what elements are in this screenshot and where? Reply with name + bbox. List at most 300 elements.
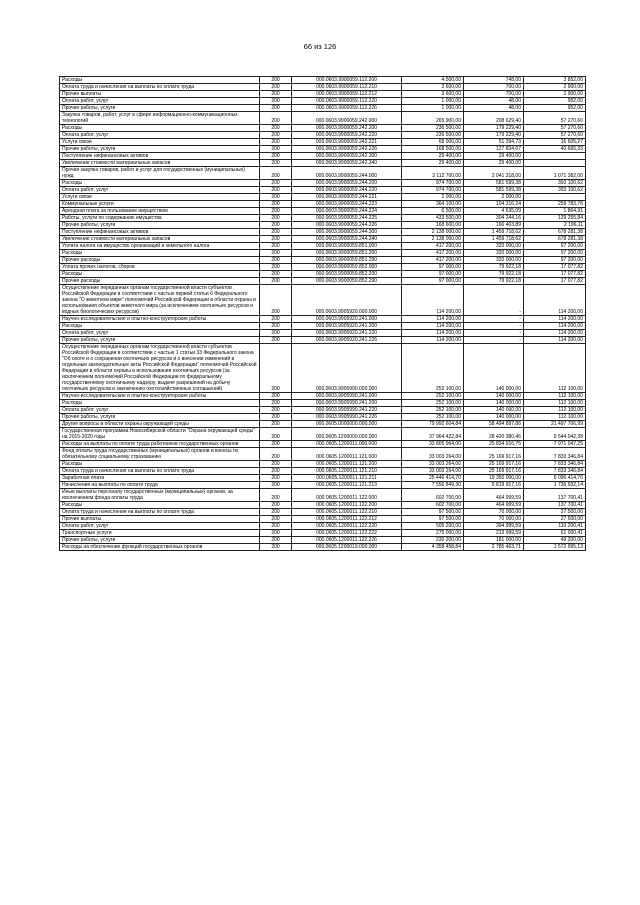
row-budget-code: 000.0603.9900059.851.000 (292, 243, 402, 250)
row-approved: 68 000,00 (402, 139, 464, 146)
row-unexecuted: 17 077,82 (524, 264, 586, 271)
row-executed: 25 169 917,16 (464, 448, 524, 461)
row-approved: 25 446 414,70 (402, 475, 464, 482)
row-name: Прочие работы, услуги (60, 414, 260, 421)
row-approved: 364 100,00 (402, 201, 464, 208)
table-row (60, 448, 586, 461)
table-row (60, 400, 586, 407)
row-executed: 70 000,00 (464, 509, 524, 516)
row-executed: 79 922,18 (464, 271, 524, 278)
row-budget-code: 000.0605.1200019.000.000 (292, 544, 402, 551)
row-line-code: 200 (260, 187, 292, 194)
row-unexecuted: 114 200,00 (524, 285, 586, 316)
row-unexecuted: 1 572 995,13 (524, 544, 586, 551)
table-row (60, 132, 586, 139)
row-line-code: 200 (260, 257, 292, 264)
row-executed: 51 394,73 (464, 139, 524, 146)
row-budget-code: 000.0603.9900059.242.300 (292, 153, 402, 160)
row-approved: 114 200,00 (402, 323, 464, 330)
table-row (60, 468, 586, 475)
row-executed: 58 494 897,86 (464, 421, 524, 428)
row-budget-code: 000.0603.9900059.852.200 (292, 271, 402, 278)
table-row (60, 489, 586, 502)
table-row (60, 441, 586, 448)
table-row (60, 530, 586, 537)
table-row (60, 153, 586, 160)
row-line-code: 200 (260, 400, 292, 407)
row-unexecuted: 16 605,27 (524, 139, 586, 146)
row-budget-code: 000.0605.1200011.122.226 (292, 537, 402, 544)
table-row (60, 502, 586, 509)
row-unexecuted: 112 100,00 (524, 407, 586, 414)
row-budget-code: 000.0603.9905990.241.200 (292, 400, 402, 407)
row-line-code: 200 (260, 337, 292, 344)
row-approved: 602 700,00 (402, 489, 464, 502)
row-name: Прочие расходы (60, 278, 260, 285)
row-line-code: 200 (260, 222, 292, 229)
row-budget-code: 000.0603.9900059.242.221 (292, 139, 402, 146)
row-budget-code: 000.0603.9900059.244.220 (292, 187, 402, 194)
row-budget-code: 000.0603.9905990.241.220 (292, 407, 402, 414)
row-approved: 97 500,00 (402, 509, 464, 516)
table-row (60, 316, 586, 323)
row-executed: 48,00 (464, 98, 524, 105)
row-executed: 179 229,40 (464, 132, 524, 139)
table-row (60, 215, 586, 222)
row-approved: 236 500,00 (402, 132, 464, 139)
row-line-code: 200 (260, 537, 292, 544)
row-executed: - (464, 285, 524, 316)
row-line-code: 200 (260, 428, 292, 441)
row-approved: 97 000,00 (402, 278, 464, 285)
row-unexecuted: 97 200,00 (524, 257, 586, 264)
table-row (60, 523, 586, 530)
row-approved: 602 700,00 (402, 502, 464, 509)
table-row (60, 414, 586, 421)
row-executed: 19 350 000,00 (464, 475, 524, 482)
row-unexecuted: 678 281,38 (524, 236, 586, 243)
row-name: Транспортные услуги (60, 530, 260, 537)
row-executed: - (464, 323, 524, 330)
row-approved: 1 000,00 (402, 98, 464, 105)
row-name: Научно-исследовательские и опытно-конструкторские работы (60, 316, 260, 323)
row-line-code: 200 (260, 236, 292, 243)
row-unexecuted: 17 077,82 (524, 271, 586, 278)
row-budget-code: 000.0605.0000000.000.000 (292, 421, 402, 428)
row-line-code: 200 (260, 167, 292, 180)
row-name: Оплата работ, услуг (60, 523, 260, 530)
row-name: Прочие выплаты (60, 516, 260, 523)
row-approved: 230 200,00 (402, 537, 464, 544)
row-budget-code: 000.0603.9900059.242.220 (292, 132, 402, 139)
row-budget-code: 000.0603.9900059.242.000 (292, 112, 402, 125)
row-approved: 2 138 000,00 (402, 236, 464, 243)
row-line-code: 200 (260, 475, 292, 482)
row-approved: 2 138 000,00 (402, 229, 464, 236)
row-budget-code: 000.0603.9900059.852.290 (292, 278, 402, 285)
row-budget-code: 000.0605.1200011.121.211 (292, 475, 402, 482)
row-line-code: 200 (260, 523, 292, 530)
row-name: Фонд оплаты труда государственных (муниципальных) органов и взносы по обязательному социальному страхованию (60, 448, 260, 461)
row-unexecuted: 7 833 346,84 (524, 468, 586, 475)
row-name: Расходы (60, 323, 260, 330)
row-unexecuted: 678 281,38 (524, 229, 586, 236)
row-approved: 3 600,00 (402, 91, 464, 98)
row-name: Расходы (60, 77, 260, 84)
row-budget-code: 000.0603.9900059.242.200 (292, 125, 402, 132)
row-name: Заработная плата (60, 475, 260, 482)
row-name: Коммунальные услуги (60, 201, 260, 208)
row-approved: 97 500,00 (402, 516, 464, 523)
table-row (60, 229, 586, 236)
row-line-code: 200 (260, 194, 292, 201)
row-unexecuted: 17 077,82 (524, 278, 586, 285)
row-executed: 464 999,59 (464, 489, 524, 502)
row-executed: 4 635,09 (464, 208, 524, 215)
row-approved: 505 200,00 (402, 523, 464, 530)
row-approved: 433 500,00 (402, 215, 464, 222)
table-row (60, 461, 586, 468)
table-row (60, 77, 586, 84)
row-budget-code: 000.0603.9900059.244.000 (292, 167, 402, 180)
row-line-code: 200 (260, 344, 292, 393)
table-row (60, 91, 586, 98)
row-executed: 79 922,18 (464, 278, 524, 285)
row-executed: - (464, 330, 524, 337)
row-line-code: 200 (260, 509, 292, 516)
row-line-code: 200 (260, 84, 292, 91)
row-budget-code: 000.0603.9900059.112.220 (292, 98, 402, 105)
row-unexecuted: 112 100,00 (524, 400, 586, 407)
table-row (60, 393, 586, 400)
row-budget-code: 000.0603.9900059.112.226 (292, 105, 402, 112)
row-line-code: 200 (260, 482, 292, 489)
row-budget-code: 000.0605.1200011.122.200 (292, 502, 402, 509)
row-approved: 7 556 849,30 (402, 482, 464, 489)
row-line-code: 200 (260, 421, 292, 428)
table-row (60, 84, 586, 91)
row-budget-code: 000.0603.9900059.244.200 (292, 180, 402, 187)
row-line-code: 200 (260, 125, 292, 132)
row-budget-code: 000.0605.1200011.000.000 (292, 441, 402, 448)
row-executed: 140 000,00 (464, 393, 524, 400)
row-executed: 2 785 463,71 (464, 544, 524, 551)
row-executed: 5 819 917,16 (464, 482, 524, 489)
row-name: Прочая закупка товаров, работ и услуг для государственных (муниципальных) нужд (60, 167, 260, 180)
row-budget-code: 000.0603.9900059.244.225 (292, 215, 402, 222)
table-row (60, 125, 586, 132)
row-budget-code: 000.0603.9900059.244.226 (292, 222, 402, 229)
table-row (60, 187, 586, 194)
row-line-code: 200 (260, 112, 292, 125)
row-name: Уплата налога на имущество организаций и земельного налога (60, 243, 260, 250)
row-budget-code: 000.0603.9905920.241.000 (292, 316, 402, 323)
row-executed: 464 999,59 (464, 502, 524, 509)
row-unexecuted: 27 500,00 (524, 509, 586, 516)
row-unexecuted: 2 900,00 (524, 84, 586, 91)
row-unexecuted: 9 544 042,38 (524, 428, 586, 441)
row-name: Уплата прочих налогов, сборов (60, 264, 260, 271)
row-approved: 37 964 422,84 (402, 428, 464, 441)
row-budget-code: 000.0605.1200011.122.210 (292, 509, 402, 516)
row-approved: 4 500,00 (402, 77, 464, 84)
row-unexecuted: 40 665,33 (524, 146, 586, 153)
row-budget-code: 000.0603.9900059.112.210 (292, 84, 402, 91)
row-approved: 33 003 264,00 (402, 468, 464, 475)
row-line-code: 200 (260, 201, 292, 208)
row-name: Расходы на обеспечение функций государственных органов (60, 544, 260, 551)
row-unexecuted: 7 971 047,25 (524, 441, 586, 448)
row-line-code: 200 (260, 160, 292, 167)
row-executed: 181 000,00 (464, 537, 524, 544)
table-row (60, 323, 586, 330)
row-name: Расходы на выплаты по оплате труда работников государственных органов (60, 441, 260, 448)
row-executed: 127 834,67 (464, 146, 524, 153)
row-name: Другие вопросы в области охраны окружающей среды (60, 421, 260, 428)
row-approved: 114 200,00 (402, 337, 464, 344)
row-executed: 581 599,38 (464, 187, 524, 194)
row-name: Оплата работ, услуг (60, 187, 260, 194)
row-unexecuted: 21 497 706,99 (524, 421, 586, 428)
row-unexecuted: 112 100,00 (524, 344, 586, 393)
row-unexecuted: 6 096 414,70 (524, 475, 586, 482)
row-approved: 3 600,00 (402, 84, 464, 91)
row-executed: 320 000,00 (464, 257, 524, 264)
row-line-code: 200 (260, 448, 292, 461)
row-executed: 48,00 (464, 105, 524, 112)
row-name: Прочие работы, услуги (60, 146, 260, 153)
row-budget-code: 000.0603.9905990.241.226 (292, 414, 402, 421)
row-unexecuted: 259 783,76 (524, 201, 586, 208)
row-executed: 394 999,59 (464, 523, 524, 530)
row-unexecuted: 57 270,60 (524, 112, 586, 125)
table-row (60, 407, 586, 414)
row-unexecuted: 112 100,00 (524, 414, 586, 421)
row-approved: 252 100,00 (402, 414, 464, 421)
row-name: Прочие расходы (60, 257, 260, 264)
row-line-code: 200 (260, 77, 292, 84)
table-row (60, 264, 586, 271)
row-approved: 252 100,00 (402, 400, 464, 407)
row-approved: 29 400,00 (402, 160, 464, 167)
table-row (60, 243, 586, 250)
row-budget-code: 000.0603.9900059.244.224 (292, 208, 402, 215)
row-name: Расходы (60, 271, 260, 278)
table-row (60, 160, 586, 167)
row-budget-code: 000.0605.1200011.122.220 (292, 523, 402, 530)
row-line-code: 200 (260, 132, 292, 139)
row-unexecuted: 27 500,00 (524, 516, 586, 523)
table-row (60, 544, 586, 551)
row-budget-code: 000.0603.9900059.851.290 (292, 257, 402, 264)
row-budget-code: 000.0603.9900059.112.212 (292, 91, 402, 98)
row-executed: 140 000,00 (464, 407, 524, 414)
table-row (60, 250, 586, 257)
row-approved: 1 000,00 (402, 105, 464, 112)
row-budget-code: 000.0603.9900059.242.340 (292, 160, 402, 167)
row-approved: 168 500,00 (402, 146, 464, 153)
table-row (60, 180, 586, 187)
row-line-code: 200 (260, 180, 292, 187)
page-number: 66 из 126 (303, 42, 337, 51)
table-row (60, 257, 586, 264)
row-name: Прочие работы, услуги (60, 337, 260, 344)
row-executed: 25 834 916,75 (464, 441, 524, 448)
row-budget-code: 000.0603.9905920.241.200 (292, 323, 402, 330)
row-executed: 25 169 917,16 (464, 468, 524, 475)
row-unexecuted: 952,00 (524, 105, 586, 112)
row-unexecuted: 112 100,00 (524, 393, 586, 400)
row-unexecuted: 393 100,62 (524, 180, 586, 187)
row-approved: 252 100,00 (402, 393, 464, 400)
row-name: Закупка товаров, работ, услуг в сфере информационно-коммуникационных технологий (60, 112, 260, 125)
row-executed: - (464, 337, 524, 344)
row-budget-code: 000.0603.9905920.241.226 (292, 337, 402, 344)
row-name: Прочие работы, услуги (60, 105, 260, 112)
table-row (60, 167, 586, 180)
row-unexecuted: 2 196,11 (524, 222, 586, 229)
row-budget-code: 000.0605.1200011.122.222 (292, 530, 402, 537)
row-unexecuted (524, 153, 586, 160)
row-unexecuted: 57 270,60 (524, 132, 586, 139)
row-name: Оплата труда и начисления на выплаты по оплате труда (60, 84, 260, 91)
row-line-code: 200 (260, 502, 292, 509)
table-row (60, 428, 586, 441)
row-executed: 29 400,00 (464, 153, 524, 160)
row-budget-code: 000.0603.9905920.241.220 (292, 330, 402, 337)
row-unexecuted: 952,00 (524, 98, 586, 105)
table-row (60, 537, 586, 544)
table-row (60, 98, 586, 105)
row-name: Оплата работ, услуг (60, 330, 260, 337)
row-approved: 252 100,00 (402, 407, 464, 414)
row-approved: 265 900,00 (402, 112, 464, 125)
row-name: Расходы (60, 180, 260, 187)
row-unexecuted: 49 200,00 (524, 537, 586, 544)
row-line-code: 200 (260, 215, 292, 222)
row-budget-code: 000.0605.1200011.121.210 (292, 468, 402, 475)
row-budget-code: 000.0603.9905920.000.000 (292, 285, 402, 316)
row-approved: 417 200,00 (402, 243, 464, 250)
row-line-code: 200 (260, 139, 292, 146)
row-name: Увеличение стоимости материальных запасов (60, 160, 260, 167)
row-line-code: 200 (260, 208, 292, 215)
row-approved: 275 000,00 (402, 530, 464, 537)
row-name: Поступление нефинансовых активов (60, 153, 260, 160)
row-approved: 236 500,00 (402, 125, 464, 132)
row-budget-code: 000.0605.1200000.000.000 (292, 428, 402, 441)
row-unexecuted: 114 200,00 (524, 337, 586, 344)
row-budget-code: 000.0605.1200011.121.213 (292, 482, 402, 489)
row-name: Оплата работ, услуг (60, 98, 260, 105)
row-executed: 179 229,40 (464, 125, 524, 132)
table-row (60, 194, 586, 201)
table-row (60, 201, 586, 208)
row-unexecuted: 137 700,41 (524, 489, 586, 502)
table-row (60, 278, 586, 285)
row-line-code: 200 (260, 91, 292, 98)
row-budget-code: 000.0603.9900059.244.223 (292, 201, 402, 208)
row-executed: 700,00 (464, 84, 524, 91)
row-budget-code: 000.0603.9905990.000.000 (292, 344, 402, 393)
row-name: Расходы (60, 250, 260, 257)
row-name: Оплата работ, услуг (60, 407, 260, 414)
row-budget-code: 000.0603.9900059.242.226 (292, 146, 402, 153)
row-budget-code: 000.0603.9900059.852.000 (292, 264, 402, 271)
table-row (60, 146, 586, 153)
row-name: Оплата работ, услуг (60, 132, 260, 139)
table-row (60, 516, 586, 523)
row-name: Государственная программа Новосибирской области "Охрана окружающей среды" на 2015-2020 годы (60, 428, 260, 441)
row-unexecuted: 393 100,62 (524, 187, 586, 194)
row-line-code: 200 (260, 414, 292, 421)
budget-report-table (59, 76, 586, 551)
row-approved: 29 400,00 (402, 153, 464, 160)
row-name: Расходы (60, 400, 260, 407)
table-row (60, 421, 586, 428)
row-executed: 70 000,00 (464, 516, 524, 523)
row-line-code: 200 (260, 323, 292, 330)
row-line-code: 200 (260, 271, 292, 278)
row-budget-code: 000.0603.9900059.244.221 (292, 194, 402, 201)
row-budget-code: 000.0603.9905990.241.000 (292, 393, 402, 400)
row-budget-code: 000.0605.1200011.122.212 (292, 516, 402, 523)
row-approved: 33 003 264,00 (402, 448, 464, 461)
row-executed: 140 000,00 (464, 414, 524, 421)
row-line-code: 200 (260, 98, 292, 105)
table-row (60, 509, 586, 516)
row-budget-code: 000.0605.1200011.122.000 (292, 489, 402, 502)
row-line-code: 200 (260, 105, 292, 112)
row-executed: 140 000,00 (464, 344, 524, 393)
row-line-code: 200 (260, 461, 292, 468)
row-line-code: 200 (260, 489, 292, 502)
row-unexecuted: 1 071 382,00 (524, 167, 586, 180)
row-executed: 28 420 380,46 (464, 428, 524, 441)
row-approved: 114 200,00 (402, 285, 464, 316)
row-unexecuted (524, 194, 586, 201)
row-name: Осуществление переданных органам государственной власти субъектов Российской Федерации в соответствии с частью первой статьи 6 Федерального закона "О животном мире" полномочий Российской Федерации в области охраны и использования объектов животного мира (за исключением охотничьих ресурсов и водных биологических ресурсов) (60, 285, 260, 316)
row-line-code: 200 (260, 316, 292, 323)
row-unexecuted: 114 200,00 (524, 330, 586, 337)
row-line-code: 200 (260, 153, 292, 160)
row-unexecuted: 7 833 346,84 (524, 448, 586, 461)
row-budget-code: 000.0603.9900059.244.340 (292, 236, 402, 243)
row-line-code: 200 (260, 330, 292, 337)
row-approved: 6 500,00 (402, 208, 464, 215)
row-name: Оплата труда и начисления на выплаты по оплате труда (60, 468, 260, 475)
row-name: Работы, услуги по содержанию имущества (60, 215, 260, 222)
row-executed: - (464, 316, 524, 323)
row-approved: 2 000,00 (402, 194, 464, 201)
row-approved: 974 700,00 (402, 180, 464, 187)
row-budget-code: 000.0603.9900059.112.200 (292, 77, 402, 84)
row-unexecuted: 114 200,00 (524, 316, 586, 323)
row-line-code: 200 (260, 407, 292, 414)
row-line-code: 200 (260, 250, 292, 257)
row-approved: 114 200,00 (402, 330, 464, 337)
row-line-code: 200 (260, 264, 292, 271)
row-executed: 104 316,24 (464, 201, 524, 208)
row-name: Начисления на выплаты по оплате труда (60, 482, 260, 489)
row-unexecuted: 97 200,00 (524, 243, 586, 250)
row-executed: 1 459 718,62 (464, 236, 524, 243)
row-name: Услуги связи (60, 194, 260, 201)
row-name: Оплата труда и начисления на выплаты по оплате труда (60, 509, 260, 516)
table-row (60, 285, 586, 316)
row-name: Увеличение стоимости материальных запасов (60, 236, 260, 243)
row-budget-code: 000.0603.9900059.244.300 (292, 229, 402, 236)
